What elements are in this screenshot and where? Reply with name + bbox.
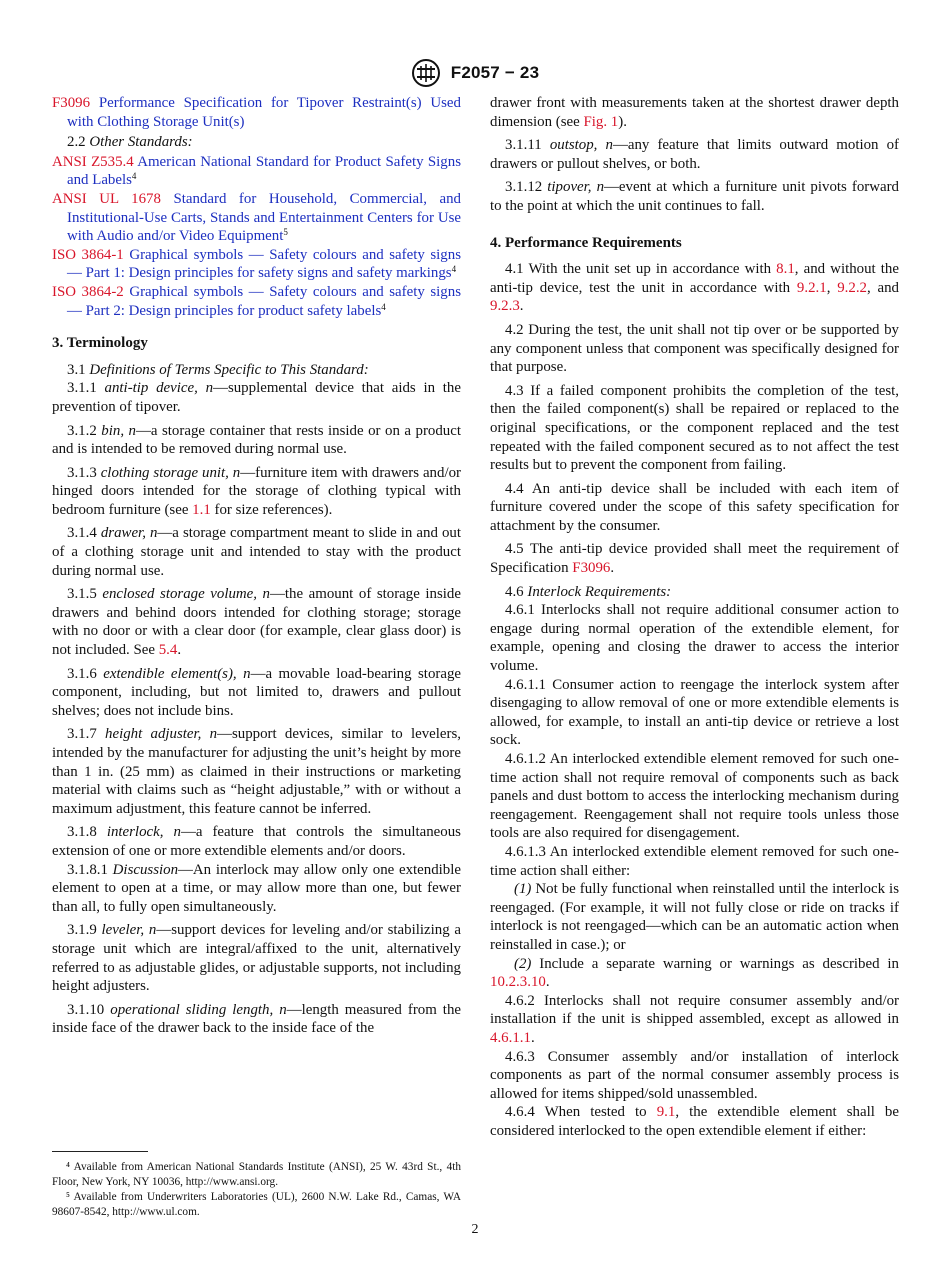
definition-bin: 3.1.2 bin, n—a storage container that rests inside or on a product and is intended to be removed during normal use.: [52, 422, 462, 458]
reference-iso-3864-1: [52, 246, 461, 283]
requirement-4-2: 4.2 During the test, the unit shall not tip over or be supported by any component unless that component was specifically designed for that purpose.: [490, 321, 899, 376]
reference-ansi-z535: [52, 153, 461, 190]
document-designation: F2057 − 23: [450, 63, 540, 82]
section-link[interactable]: 5.4: [158, 642, 178, 659]
definition-operational-sliding-length: 3.1.10 operational sliding length, n—length measured from the inside face of the drawer back to the inside face of the: [52, 1001, 461, 1037]
requirement-4-6-1-3: 4.6.1.3 An interlocked extendible element removed for such one-time action shall either:: [490, 843, 899, 879]
definition-enclosed-storage-volume: 3.1.5 enclosed storage volume, n—the amount of storage inside drawers and behind doors intended for clothing storage; storage with no door or with a clear door (for example, clear glass door) is not included. See 5.4.: [52, 586, 461, 659]
footnote-marker: 4: [451, 264, 457, 275]
section-heading-performance-requirements: 4. Performance Requirements: [490, 234, 682, 251]
requirement-4-6-2: 4.6.2 Interlocks shall not require consumer assembly and/or installation if the unit is shipped assembled, except as allowed in 4.6.1.1.: [490, 992, 899, 1046]
requirement-4-6-1: 4.6.1 Interlocks shall not require additional consumer action to engage during normal operation of the extendible element, for example, opening and closing the drawer to access the interior volume.: [490, 602, 899, 675]
definition-extendible-elements: 3.1.6 extendible element(s), n—a movable load-bearing storage component, including, but not limited to, drawers and pullout shelves; does not include bins.: [52, 665, 462, 719]
footnote-marker: 5: [283, 227, 288, 238]
requirement-4-6-1-2: 4.6.1.2 An interlocked extendible element removed for such one-time action shall not require removal of components such as back panels and dust bottom to access the interlocking mechanism during reengagement. Reengagement shall not require tools unless those tools are also required for disengagement.: [490, 751, 899, 842]
footnote-marker: 4: [381, 301, 386, 312]
requirement-4-6-1-1: 4.6.1.1 Consumer action to reengage the interlock system after disengaging to allow removal of one or more extendible elements is allowed, for example, to install an anti-tip device or retrieve a lost sock.: [490, 676, 899, 749]
requirement-4-6: 4.6 Interlock Requirements:: [505, 583, 672, 600]
discussion-interlock: 3.1.8.1 Discussion—An interlock may allow only one extendible element to open at a time, or may allow more than one, but fewer than all, to fully open simultaneously.: [52, 861, 461, 915]
requirement-4-4: 4.4 An anti-tip device shall be included with each item of furniture covered under the scope of this safety specification for attachment by the consumer.: [490, 480, 899, 534]
page-header: [0, 58, 950, 88]
right-column: [490, 94, 899, 1140]
ref-title[interactable]: Standard for Household, Commercial, and Institutional-Use Carts, Stands and Entertainment Centers for Use with Audio and/or Video Equipment: [67, 190, 461, 245]
section-link[interactable]: 9.2.3: [490, 298, 520, 315]
list-item-2: (2) Include a separate warning or warnings as described in 10.2.3.10.: [490, 955, 899, 991]
subsection-3-1: 3.1 Definitions of Terms Specific to This Standard:: [67, 361, 369, 378]
definition-outstop: 3.1.11 outstop, n—any feature that limits outward motion of drawers or pullout shelves, or both.: [490, 137, 899, 172]
reference-f3096: [52, 94, 461, 131]
footnote-4: ⁴ Available from American National Standards Institute (ANSI), 25 W. 43rd St., 4th Floor, New York, NY 10036, http://www.ansi.org.: [52, 1161, 461, 1188]
definition-height-adjuster: 3.1.7 height adjuster, n—support devices, similar to levelers, intended by the manufacturer for adjusting the unit’s height by more than 1 in. (25 mm) as claimed in their instructions or marketing material with claims such as “height adjustable,” with or without a maximum adjustment, this feature cannot be inferred.: [52, 726, 461, 817]
reference-iso-3864-2: [52, 283, 461, 320]
section-link[interactable]: 8.1: [776, 261, 795, 278]
section-link[interactable]: 4.6.1.1: [490, 1029, 531, 1046]
ref-title[interactable]: Performance Specification for Tipover Restraint(s) Used with Clothing Storage Unit(s): [67, 95, 461, 130]
ref-title[interactable]: Graphical symbols — Safety colours and safety signs — Part 1: Design principles for safety signs and safety markings: [67, 246, 461, 282]
definition-leveler: 3.1.9 leveler, n—support devices for leveling and/or stabilizing a storage unit which are integral/affixed to the unit, alternatively referred to as adjustable glides, or adjustable supports, not including height adjusters.: [52, 922, 462, 995]
requirement-4-6-3: 4.6.3 Consumer assembly and/or installation of interlock components as part of the normal consumer assembly process is allowed for items shipped/sold unassembled.: [490, 1048, 899, 1102]
definition-clothing-storage-unit: 3.1.3 clothing storage unit, n—furniture item with drawers and/or hinged doors intended for the storage of clothing typical with bedroom furniture (see 1.1 for size references).: [52, 464, 461, 518]
left-column: [52, 94, 461, 1043]
reference-ul-1678: [52, 190, 461, 246]
page-number: 2: [471, 1222, 479, 1237]
definition-drawer: 3.1.4 drawer, n—a storage compartment meant to slide in and out of a clothing storage unit and intended to stay with the product during normal use.: [52, 525, 461, 579]
definition-continuation: drawer front with measurements taken at the shortest drawer depth dimension (see Fig. 1).: [490, 95, 899, 130]
ref-title[interactable]: American National Standard for Product Safety Signs and Labels: [67, 153, 461, 189]
section-link[interactable]: 1.1: [192, 501, 211, 518]
requirement-4-1: 4.1 With the unit set up in accordance with 8.1, and without the anti-tip device, test the unit in accordance with 9.2.1, 9.2.2, and 9.2.3.: [490, 261, 899, 315]
requirement-4-5: 4.5 The anti-tip device provided shall meet the requirement of Specification F3096.: [490, 541, 899, 577]
definition-anti-tip-device: 3.1.1 anti-tip device, n—supplemental device that aids in the prevention of tipover.: [52, 380, 461, 415]
ref-code[interactable]: ISO 3864-2: [52, 283, 124, 300]
ref-code[interactable]: ANSI Z535.4: [52, 153, 134, 170]
section-heading-terminology: 3. Terminology: [52, 335, 148, 352]
section-link[interactable]: 10.2.3.10: [490, 974, 546, 991]
section-link[interactable]: 9.2.2: [837, 279, 867, 296]
ref-title[interactable]: Graphical symbols — Safety colours and safety signs — Part 2: Design principles for product safety labels: [67, 283, 461, 319]
figure-link[interactable]: Fig. 1: [583, 113, 619, 130]
footnote-marker: 4: [131, 171, 137, 182]
ref-code[interactable]: ISO 3864-1: [52, 246, 124, 263]
footnote-5: ⁵ Available from Underwriters Laboratories (UL), 2600 N.W. Lake Rd., Camas, WA 98607-8542, http://www.ul.com.: [52, 1191, 461, 1218]
list-item-1: (1) Not be fully functional when reinstalled until the interlock is reengaged. (For example, it will not fully close or ride on tracks if interlock is not reengaged—which can be an automatic action when reinstalled in case.); or: [490, 881, 899, 953]
section-link[interactable]: 9.2.1: [796, 279, 827, 296]
ref-code[interactable]: ANSI UL 1678: [52, 190, 161, 207]
definition-tipover: 3.1.12 tipover, n—event at which a furniture unit pivots forward to the point at which the unit continues to fall.: [490, 179, 899, 214]
ref-code[interactable]: F3096: [52, 95, 91, 111]
footnote-divider: [52, 1151, 148, 1152]
section-link[interactable]: 9.1: [656, 1104, 676, 1121]
subsection-2-2: 2.2 Other Standards:: [67, 134, 193, 151]
requirement-4-6-4: 4.6.4 When tested to 9.1, the extendible element shall be considered interlocked to the open extendible element if either:: [490, 1104, 899, 1139]
standard-link[interactable]: F3096: [572, 560, 611, 577]
definition-interlock: 3.1.8 interlock, n—a feature that controls the simultaneous extension of one or more extendible elements and/or doors.: [52, 824, 461, 859]
astm-logo-icon: [411, 58, 441, 88]
requirement-4-3: 4.3 If a failed component prohibits the completion of the test, then the failed component(s) shall be repaired or replaced to the original specifications, or the component replaced and the test repeated with the failed component secured as to not affect the test results but to prevent the component from failing.: [490, 382, 899, 474]
